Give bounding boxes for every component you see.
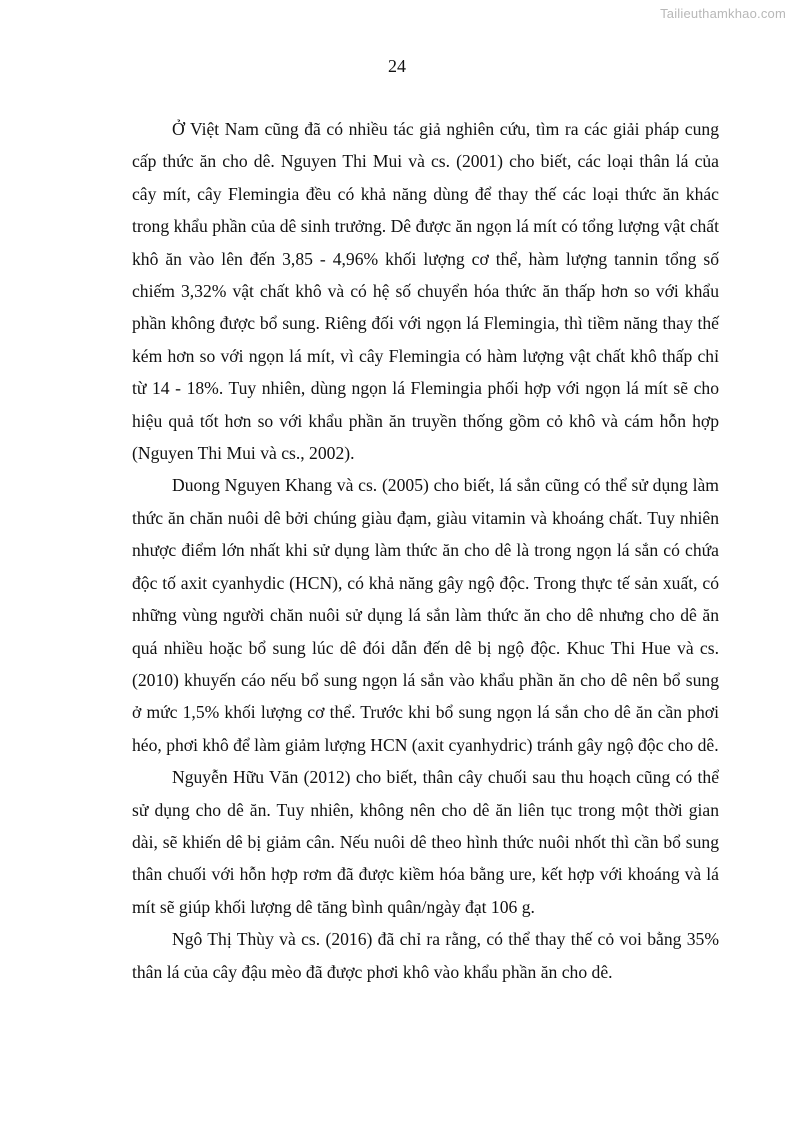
watermark: Tailieuthamkhao.com <box>660 6 786 21</box>
paragraph-4: Ngô Thị Thùy và cs. (2016) đã chỉ ra rằng, có thể thay thế cỏ voi bằng 35% thân lá của cây đậu mèo đã được phơi khô vào khẩu phần ăn cho dê. <box>132 929 719 982</box>
page-number: 24 <box>388 56 406 76</box>
paragraph-1: Ở Việt Nam cũng đã có nhiều tác giả nghiên cứu, tìm ra các giải pháp cung cấp thức ăn cho dê. Nguyen Thi Mui và cs. (2001) cho biết, các loại thân lá của cây mít, cây Flemingia đều có khả năng dùng để thay thế các loại thức ăn khác trong khẩu phần của dê sinh trưởng. Dê được ăn ngọn lá mít có tổng lượng vật chất khô ăn vào lên đến 3,85 - 4,96% khối lượng cơ thể, hàm lượng tannin tổng số chiếm 3,32% vật chất khô và có hệ số chuyển hóa thức ăn thấp hơn so với khẩu phần không được bổ sung. Riêng đối với ngọn lá Flemingia, thì tiềm năng thay thế kém hơn so với ngọn lá mít, vì cây Flemingia có hàm lượng vật chất khô thấp chỉ từ 14 - 18%. Tuy nhiên, dùng ngọn lá Flemingia phối hợp với ngọn lá mít sẽ cho hiệu quả tốt hơn so với khẩu phần ăn truyền thống gồm cỏ khô và cám hỗn hợp (Nguyen Thi Mui và cs., 2002). <box>132 119 719 464</box>
paragraph-2: Duong Nguyen Khang và cs. (2005) cho biết, lá sắn cũng có thể sử dụng làm thức ăn chăn nuôi dê bởi chúng giàu đạm, giàu vitamin và khoáng chất. Tuy nhiên nhược điểm lớn nhất khi sử dụng làm thức ăn cho dê là trong ngọn lá sắn có chứa độc tố axit cyanhydic (HCN), có khả năng gây ngộ độc. Trong thực tế sản xuất, có những vùng người chăn nuôi sử dụng lá sắn làm thức ăn cho dê nhưng cho dê ăn quá nhiều hoặc bổ sung lúc dê đói dẫn đến dê bị ngộ độc. Khuc Thi Hue và cs. (2010) khuyến cáo nếu bổ sung ngọn lá sắn vào khẩu phần ăn cho dê nên bổ sung ở mức 1,5% khối lượng cơ thể. Trước khi bổ sung ngọn lá sắn cho dê ăn cần phơi héo, phơi khô để làm giảm lượng HCN (axit cyanhydric) tránh gây ngộ độc cho dê. <box>132 475 719 755</box>
paragraph-3: Nguyễn Hữu Văn (2012) cho biết, thân cây chuối sau thu hoạch cũng có thể sử dụng cho dê ăn. Tuy nhiên, không nên cho dê ăn liên tục trong một thời gian dài, sẽ khiến dê bị giảm cân. Nếu nuôi dê theo hình thức nuôi nhốt thì cần bổ sung thân chuối với hỗn hợp rơm đã được kiềm hóa bằng ure, kết hợp với khoáng và lá mít sẽ giúp khối lượng dê tăng bình quân/ngày đạt 106 g. <box>132 767 719 917</box>
document-body <box>132 113 719 988</box>
